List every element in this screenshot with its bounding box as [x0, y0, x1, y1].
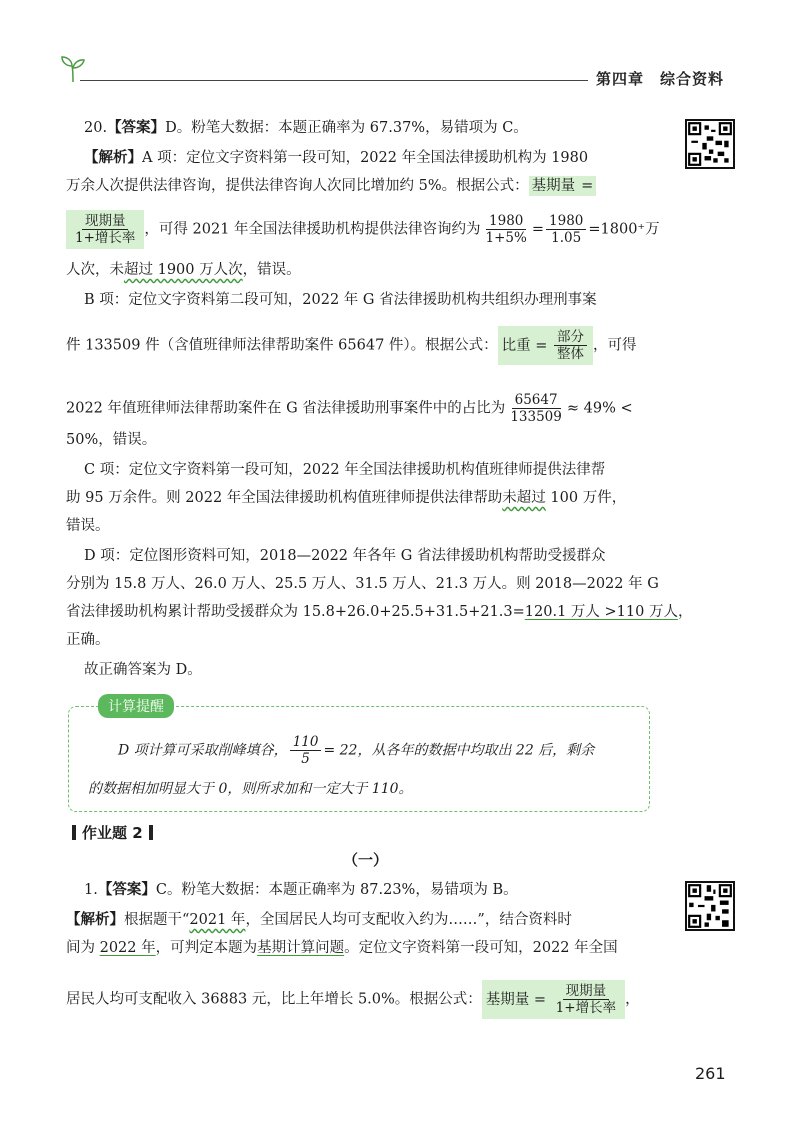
chapter-heading: 第四章 综合资料	[596, 70, 725, 88]
q20-analysis-b1: B 项：定位文字资料第二段可知，2022 年 G 省法律援助机构共组织办理刑事案	[84, 292, 597, 308]
q20-analysis-a3: $\frac{\text{现期量}}{\text{1+增长率}}$ ，可得 2021 年全国法律援助机构提供法律咨询约为 $\frac{1980}{1+5\%}$ = $\frac{1980}{1.05}$ =1800⁺万	[66, 210, 660, 249]
q20-analysis-c2: 助 95 万余件。则 2022 年全国法律援助机构值班律师提供法律帮助未超过 100 万件，	[66, 490, 627, 506]
q20-analysis-b4: 50%，错误。	[66, 432, 157, 448]
q20-answer-line: 20.【答案】D。粉笔大数据：本题正确率为 67.37%，易错项为 C。	[84, 119, 528, 136]
header-rule	[80, 80, 588, 81]
q20-analysis-d2: 分别为 15.8 万人、26.0 万人、25.5 万人、31.5 万人、21.3 万人。则 2018—2022 年 G	[66, 576, 659, 592]
q1-analysis-l3: 居民人均可支配收入 36883 元，比上年增长 5.0%。根据公式： 基期量 = $\frac{\text{现期量}}{\text{1+增长率}}$ ，	[66, 980, 640, 1019]
page-number: 261	[695, 1064, 726, 1083]
qr-code-icon[interactable]	[685, 119, 735, 169]
qr-code-icon[interactable]	[685, 881, 735, 931]
q1-analysis-l2: 间为 2022 年，可判定本题为基期计算问题。定位文字资料第一段可知，2022 年全国	[66, 940, 618, 956]
q20-analysis-a1: 【解析】A 项：定位文字资料第一段可知，2022 年全国法律援助机构为 1980	[84, 149, 589, 166]
q20-analysis-d3: 省法律援助机构累计帮助受援群众为 15.8+26.0+25.5+31.5+21.3=120.1 万人 >110 万人，	[66, 604, 693, 620]
q20-analysis-d4: 正确。	[66, 632, 110, 648]
q20-analysis-b3: 2022 年值班律师法律帮助案件在 G 省法律援助刑事案件中的占比为 $\frac{65647}{133509}$ ≈ 49% <	[66, 392, 633, 425]
q20-analysis-d1: D 项：定位图形资料可知，2018—2022 年各年 G 省法律援助机构帮助受援群众	[84, 548, 606, 564]
q20-analysis-c1: C 项：定位文字资料第一段可知，2022 年全国法律援助机构值班律师提供法律帮	[84, 462, 606, 478]
calc-tip-line2: 的数据相加明显大于 0，则所求加和一定大于 110。	[88, 781, 413, 797]
q20-analysis-a2: 万余人次提供法律咨询，提供法律咨询人次同比增加约 5%。根据公式： 基期量 =	[66, 176, 596, 196]
q20-analysis-b2: 件 133509 件（含值班律师法律帮助案件 65647 件）。根据公式： 比重 = $\frac{\text{部分}}{\text{整体}}$ ，可得	[66, 326, 637, 365]
formula-base: 基期量	[529, 176, 579, 196]
q20-final-answer: 故正确答案为 D。	[84, 662, 202, 678]
q1-analysis-l1: 【解析】根据题干“2021 年，全国居民人均可支配收入约为……”，结合资料时	[66, 911, 572, 928]
calc-tip-line1: D 项计算可采取削峰填谷， $\frac{110}{5}$ = 22，从各年的数据中均取出 22 后，剩余	[118, 734, 595, 767]
q20-analysis-c3: 错误。	[66, 518, 110, 534]
q20-analysis-a4: 人次，未超过 1900 万人次，错误。	[66, 262, 301, 278]
calc-tip-label: 计算提醒	[98, 694, 174, 718]
q1-answer-line: 1.【答案】C。粉笔大数据：本题正确率为 87.23%，易错项为 B。	[84, 881, 518, 898]
section-heading: 作业题 2	[66, 822, 159, 843]
subsection-heading: （一）	[343, 851, 389, 869]
